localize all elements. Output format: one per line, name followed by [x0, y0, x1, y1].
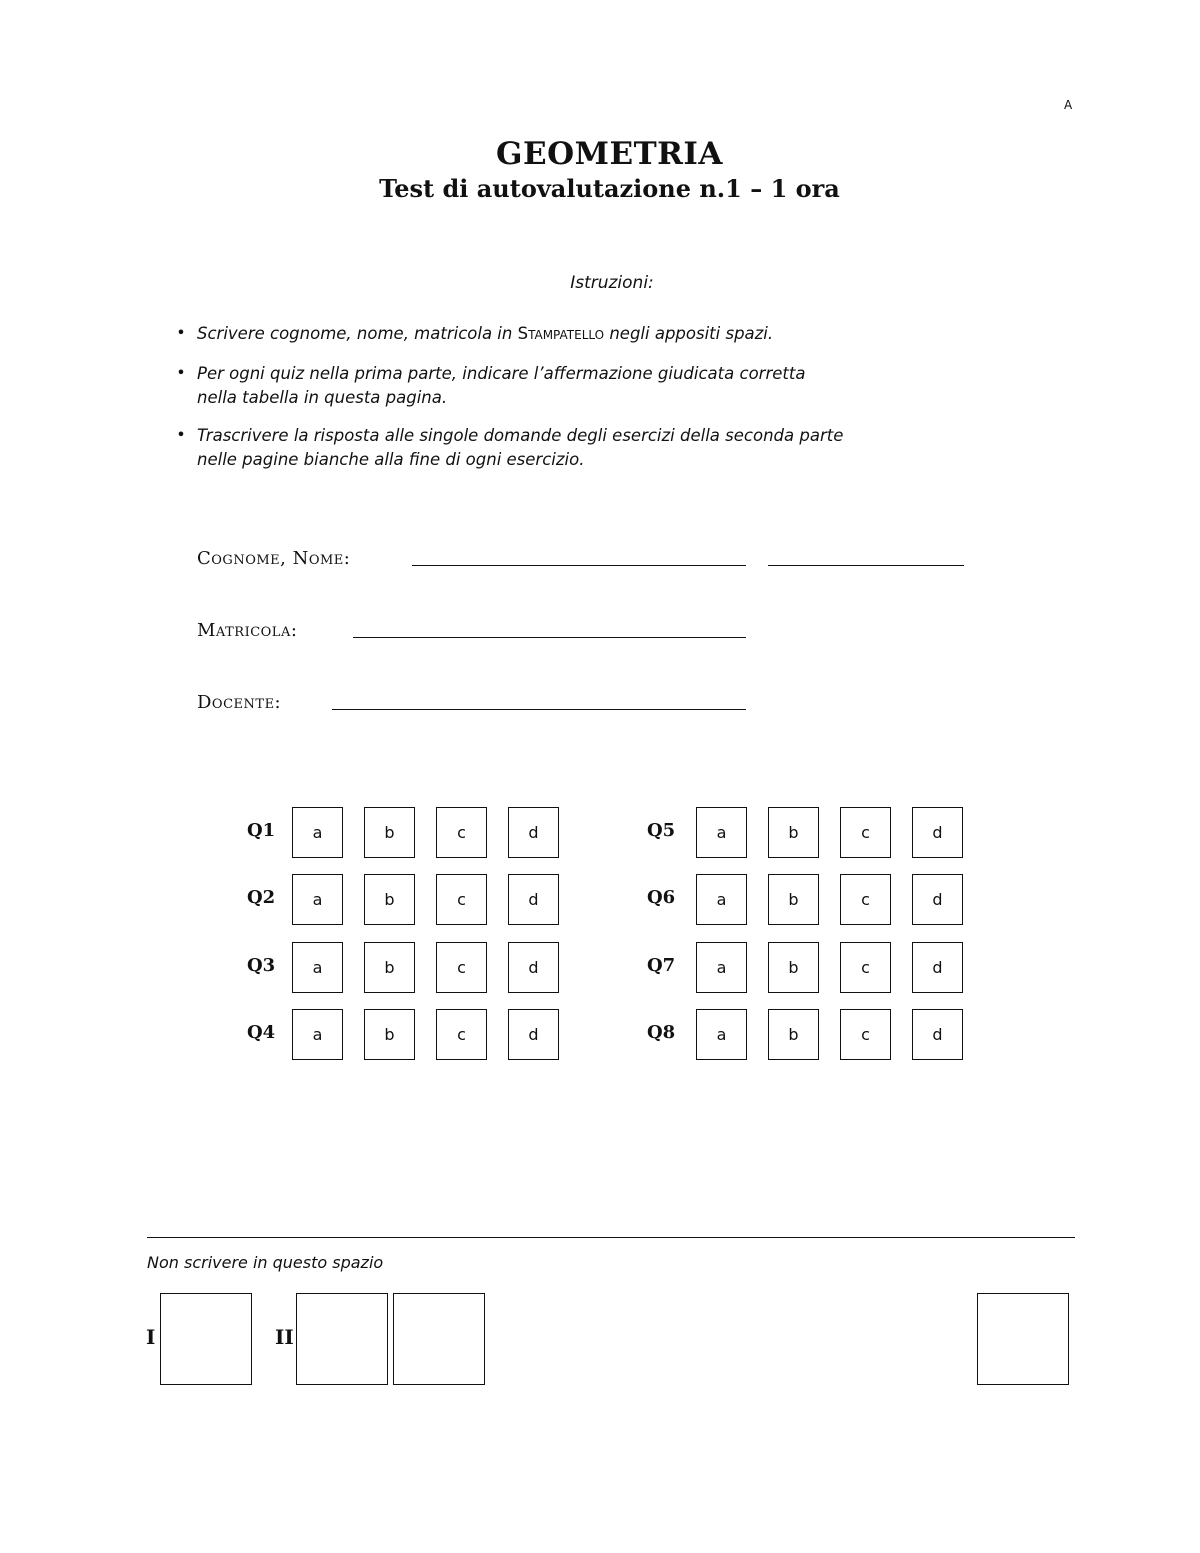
- answer-box-b[interactable]: b: [768, 942, 819, 993]
- answer-box-a[interactable]: a: [696, 942, 747, 993]
- matricola-field-line[interactable]: [353, 637, 746, 638]
- question-label: Q4: [247, 1022, 276, 1043]
- version-letter: A: [1064, 98, 1073, 112]
- instruction-item: [197, 322, 917, 346]
- total-score-box: [977, 1293, 1069, 1385]
- question-label: Q6: [647, 887, 676, 908]
- answer-box-d[interactable]: d: [508, 942, 559, 993]
- answer-box-b[interactable]: b: [768, 807, 819, 858]
- matricola-field-label: Matricola:: [197, 620, 298, 641]
- name-field-label: Cognome, Nome:: [197, 548, 351, 569]
- answer-box-b[interactable]: b: [364, 807, 415, 858]
- answer-box-a[interactable]: a: [696, 1009, 747, 1060]
- answer-box-d[interactable]: d: [912, 942, 963, 993]
- answer-box-d[interactable]: d: [508, 874, 559, 925]
- question-label: Q3: [247, 955, 276, 976]
- instruction-item: [197, 362, 917, 410]
- bullet-icon: •: [176, 323, 186, 342]
- instruction-emphasis: Stampatello: [517, 324, 605, 343]
- docente-field-label: Docente:: [197, 692, 282, 713]
- question-label: Q7: [647, 955, 676, 976]
- bullet-icon: •: [176, 425, 186, 444]
- part-one-score-box: [160, 1293, 252, 1385]
- instruction-text: nelle pagine bianche alla fine di ogni esercizio.: [197, 450, 585, 469]
- part-one-label: I: [146, 1325, 156, 1349]
- answer-box-c[interactable]: c: [436, 942, 487, 993]
- bullet-icon: •: [176, 363, 186, 382]
- answer-box-d[interactable]: d: [508, 1009, 559, 1060]
- instruction-text: Trascrivere la risposta alle singole domande degli esercizi della seconda parte: [197, 426, 844, 445]
- answer-box-a[interactable]: a: [292, 942, 343, 993]
- divider: [147, 1237, 1075, 1238]
- answer-box-a[interactable]: a: [292, 1009, 343, 1060]
- answer-box-b[interactable]: b: [364, 1009, 415, 1060]
- grader-note: Non scrivere in questo spazio: [147, 1253, 384, 1272]
- answer-box-a[interactable]: a: [292, 807, 343, 858]
- answer-box-b[interactable]: b: [768, 874, 819, 925]
- answer-box-c[interactable]: c: [436, 874, 487, 925]
- question-label: Q8: [647, 1022, 676, 1043]
- page-subtitle: Test di autovalutazione n.1 – 1 ora: [379, 174, 840, 203]
- answer-box-d[interactable]: d: [912, 1009, 963, 1060]
- question-label: Q1: [247, 820, 276, 841]
- surname-field-line[interactable]: [412, 565, 746, 566]
- firstname-field-line[interactable]: [768, 565, 964, 566]
- question-label: Q5: [647, 820, 676, 841]
- instruction-item: [197, 424, 917, 472]
- part-two-label: II: [275, 1325, 294, 1349]
- answer-box-b[interactable]: b: [364, 874, 415, 925]
- answer-box-c[interactable]: c: [840, 1009, 891, 1060]
- answer-box-b[interactable]: b: [768, 1009, 819, 1060]
- answer-box-c[interactable]: c: [840, 942, 891, 993]
- instruction-text: negli appositi spazi.: [604, 324, 774, 343]
- part-two-score-box: [296, 1293, 388, 1385]
- answer-box-c[interactable]: c: [436, 1009, 487, 1060]
- instruction-text: Per ogni quiz nella prima parte, indicare l’affermazione giudicata corretta: [197, 364, 806, 383]
- answer-box-a[interactable]: a: [292, 874, 343, 925]
- instructions-heading: Istruzioni:: [570, 273, 654, 293]
- instruction-text: nella tabella in questa pagina.: [197, 388, 448, 407]
- answer-box-c[interactable]: c: [840, 807, 891, 858]
- answer-box-a[interactable]: a: [696, 874, 747, 925]
- answer-box-c[interactable]: c: [436, 807, 487, 858]
- answer-box-c[interactable]: c: [840, 874, 891, 925]
- answer-box-a[interactable]: a: [696, 807, 747, 858]
- page-title: GEOMETRIA: [496, 136, 723, 172]
- answer-box-d[interactable]: d: [508, 807, 559, 858]
- part-two-score-box: [393, 1293, 485, 1385]
- answer-box-d[interactable]: d: [912, 874, 963, 925]
- answer-box-b[interactable]: b: [364, 942, 415, 993]
- answer-box-d[interactable]: d: [912, 807, 963, 858]
- question-label: Q2: [247, 887, 276, 908]
- docente-field-line[interactable]: [332, 709, 746, 710]
- instruction-text: Scrivere cognome, nome, matricola in: [197, 324, 518, 343]
